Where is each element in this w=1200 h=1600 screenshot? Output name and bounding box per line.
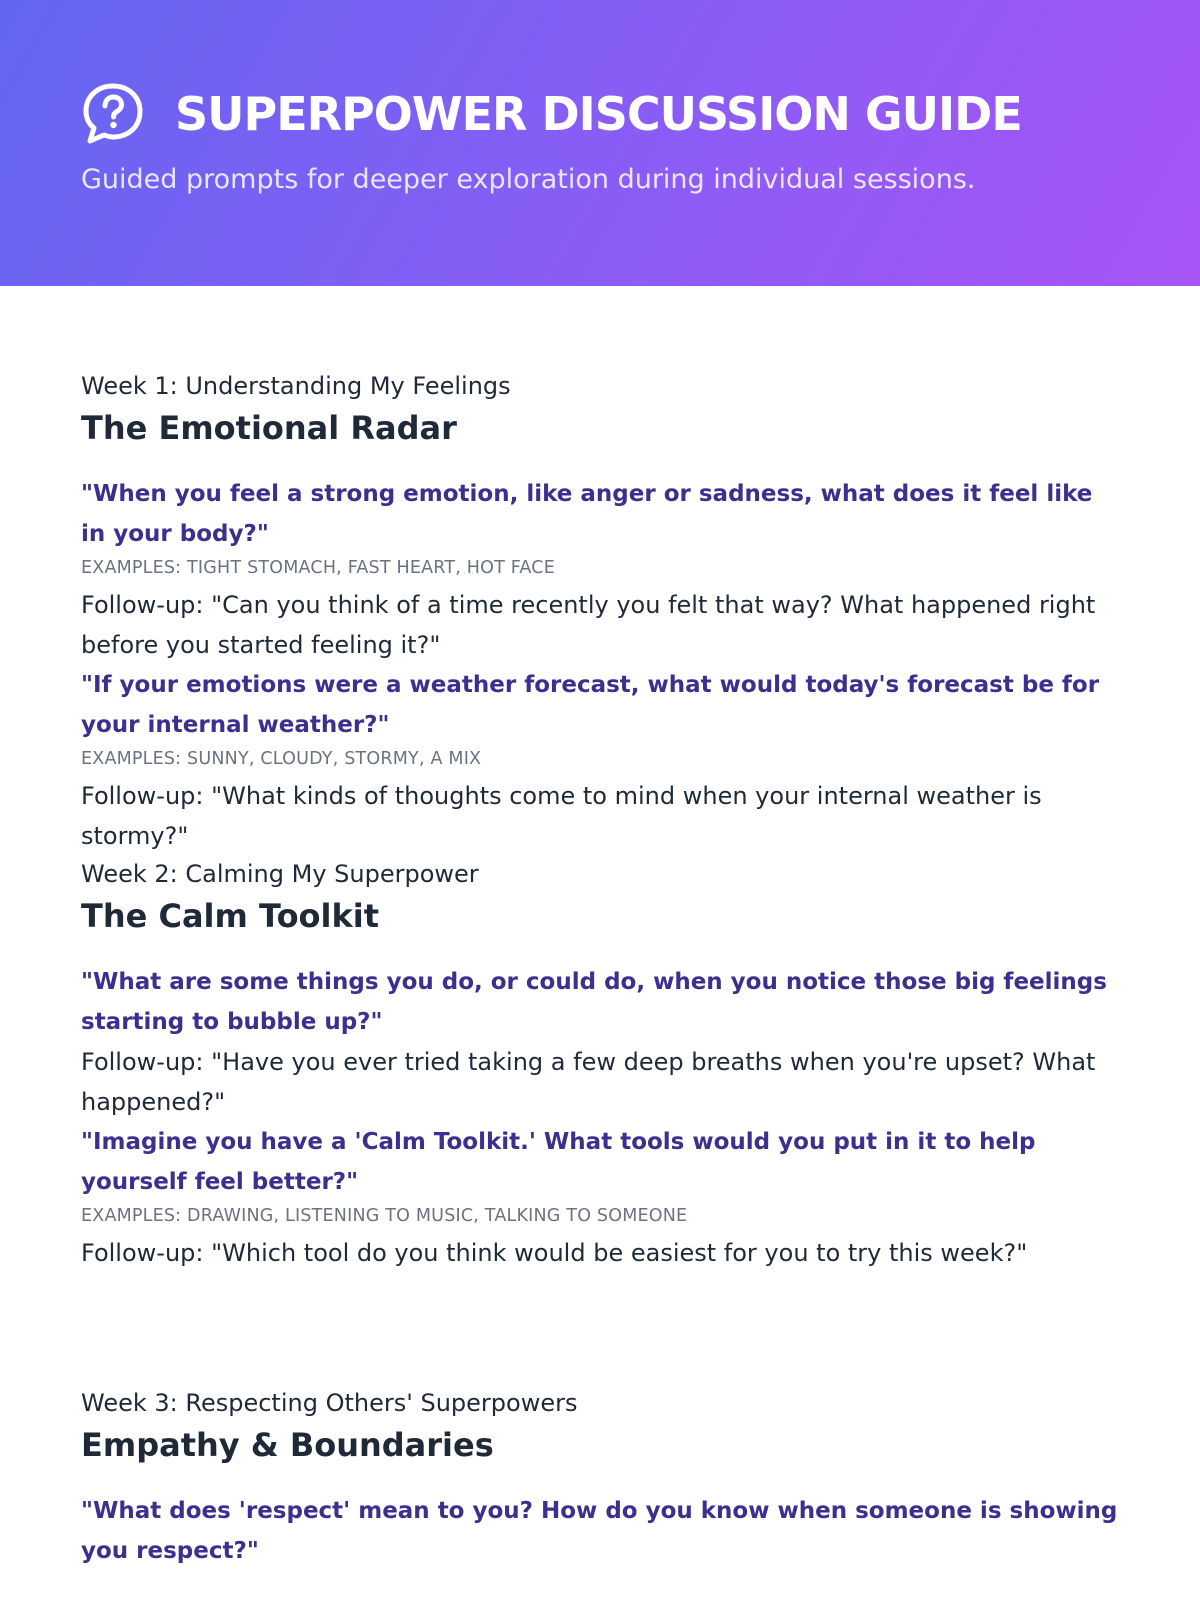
prompt-examples: EXAMPLES: SUNNY, CLOUDY, STORMY, A MIX bbox=[81, 749, 482, 769]
header-title-row bbox=[81, 82, 1022, 146]
section-spacer bbox=[81, 1273, 1121, 1385]
discussion-prompt: "What does 'respect' mean to you? How do you know when someone is showing you respect?" bbox=[81, 1498, 1118, 1564]
page-header bbox=[0, 0, 1200, 286]
section-title: Empathy & Boundaries bbox=[81, 1426, 494, 1464]
discussion-prompt: "What are some things you do, or could do, when you notice those big feelings starting to bubble up?" bbox=[81, 969, 1107, 1035]
follow-up-question: Follow-up: "Can you think of a time recently you felt that way? What happened right before you started feeling it?" bbox=[81, 591, 1096, 659]
week-label: Week 1: Understanding My Feelings bbox=[81, 372, 511, 400]
question-bubble-icon bbox=[81, 82, 145, 146]
discussion-prompt: "Imagine you have a 'Calm Toolkit.' What tools would you put in it to help yourself feel better?" bbox=[81, 1129, 1036, 1195]
week-label: Week 3: Respecting Others' Superpowers bbox=[81, 1389, 578, 1417]
section-title: The Emotional Radar bbox=[81, 409, 457, 447]
follow-up-question: Follow-up: "Which tool do you think would be easiest for you to try this week?" bbox=[81, 1239, 1028, 1267]
follow-up-question: Follow-up: "Have you ever tried taking a few deep breaths when you're upset? What happened?" bbox=[81, 1048, 1096, 1116]
week-label: Week 2: Calming My Superpower bbox=[81, 860, 479, 888]
follow-up-question: Follow-up: "What kinds of thoughts come to mind when your internal weather is stormy?" bbox=[81, 782, 1042, 850]
page-subtitle: Guided prompts for deeper exploration during individual sessions. bbox=[81, 164, 976, 195]
prompt-examples: EXAMPLES: TIGHT STOMACH, FAST HEART, HOT FACE bbox=[81, 558, 555, 578]
page-title: SUPERPOWER DISCUSSION GUIDE bbox=[175, 87, 1022, 141]
section-title: The Calm Toolkit bbox=[81, 897, 380, 935]
section-week-3 bbox=[81, 1385, 1121, 1571]
guide-content bbox=[81, 368, 1121, 1571]
discussion-prompt: "If your emotions were a weather forecast, what would today's forecast be for your internal weather?" bbox=[81, 672, 1100, 738]
prompt-examples: EXAMPLES: DRAWING, LISTENING TO MUSIC, TALKING TO SOMEONE bbox=[81, 1206, 688, 1226]
section-week-2 bbox=[81, 856, 1121, 1273]
discussion-prompt: "When you feel a strong emotion, like anger or sadness, what does it feel like in your body?" bbox=[81, 481, 1093, 547]
section-week-1 bbox=[81, 368, 1121, 856]
